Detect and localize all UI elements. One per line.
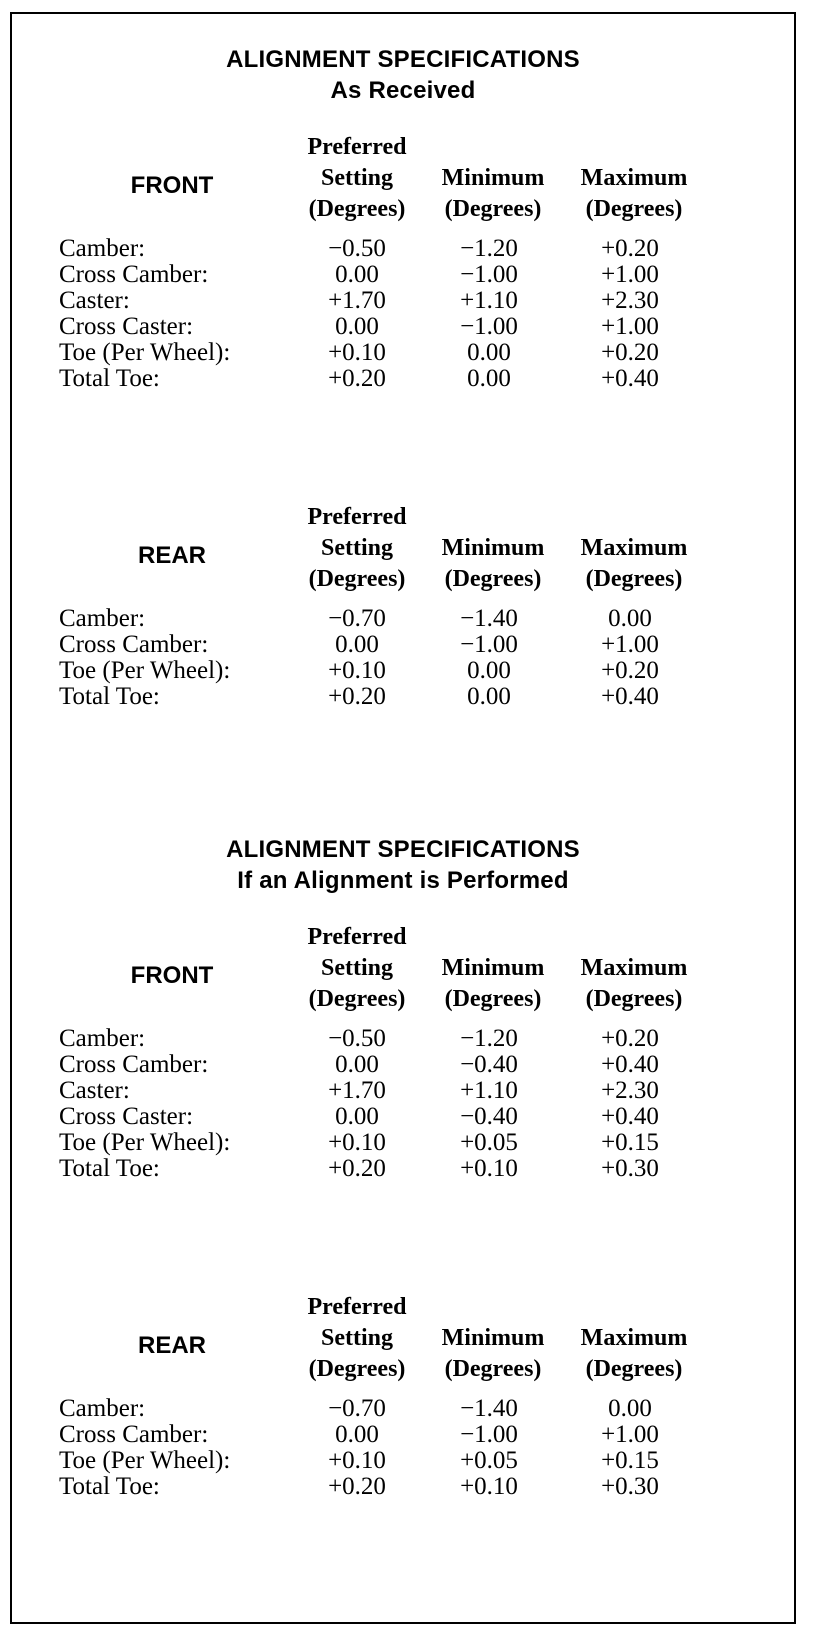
maximum-value: +1.00 — [601, 631, 659, 658]
maximum-value: +0.20 — [601, 1025, 659, 1052]
preferred-value: +0.20 — [328, 365, 386, 392]
table-row — [12, 314, 794, 340]
minimum-value: −0.40 — [460, 1103, 518, 1130]
minimum-value: 0.00 — [467, 365, 511, 392]
table-1-subtitle: As Received — [330, 77, 476, 104]
header-line: (Degrees) — [585, 566, 683, 592]
minimum-value: +1.10 — [460, 287, 518, 314]
table-row — [12, 606, 794, 632]
preferred-value: 0.00 — [335, 313, 379, 340]
maximum-value: 0.00 — [608, 605, 652, 632]
preferred-value: +0.10 — [328, 1447, 386, 1474]
preferred-value: +0.20 — [328, 1155, 386, 1182]
table-1-title: ALIGNMENT SPECIFICATIONS — [226, 46, 580, 73]
maximum-value: +0.40 — [601, 1103, 659, 1130]
row-label: Cross Camber: — [59, 1421, 209, 1448]
header-preferred — [287, 922, 427, 1015]
header-line: (Degrees) — [444, 1356, 542, 1382]
header-line: (Degrees) — [308, 1356, 406, 1382]
table-row — [12, 288, 794, 314]
minimum-value: −1.20 — [460, 1025, 518, 1052]
header-line: (Degrees) — [585, 196, 683, 222]
preferred-value: +0.10 — [328, 657, 386, 684]
header-line: Minimum — [441, 1325, 545, 1351]
minimum-value: 0.00 — [467, 683, 511, 710]
maximum-value: 0.00 — [608, 1395, 652, 1422]
header-line: Maximum — [580, 165, 688, 191]
row-label: Toe (Per Wheel): — [59, 1129, 231, 1156]
header-minimum — [423, 1323, 563, 1385]
table-2-subtitle: If an Alignment is Performed — [237, 867, 569, 894]
header-line: Maximum — [580, 1325, 688, 1351]
preferred-value: +0.20 — [328, 1473, 386, 1500]
section — [12, 502, 794, 802]
header-line: Setting — [321, 535, 393, 561]
maximum-value: +2.30 — [601, 287, 659, 314]
preferred-value: −0.70 — [328, 605, 386, 632]
table-row — [12, 262, 794, 288]
header-line: (Degrees) — [444, 986, 542, 1012]
header-minimum — [423, 953, 563, 1015]
table-row — [12, 236, 794, 262]
maximum-value: +0.40 — [601, 365, 659, 392]
row-label: Cross Caster: — [59, 313, 194, 340]
section-label: FRONT — [130, 172, 214, 199]
preferred-value: 0.00 — [335, 1051, 379, 1078]
row-label: Caster: — [59, 287, 130, 314]
minimum-value: −1.00 — [460, 313, 518, 340]
maximum-value: +0.20 — [601, 235, 659, 262]
header-line: Maximum — [580, 535, 688, 561]
table-row — [12, 366, 794, 392]
header-line: Preferred — [307, 924, 407, 950]
minimum-value: +0.10 — [460, 1473, 518, 1500]
row-label: Total Toe: — [59, 683, 160, 710]
spec-sheet — [10, 12, 796, 1624]
row-label: Cross Camber: — [59, 631, 209, 658]
preferred-value: +0.10 — [328, 339, 386, 366]
section — [12, 922, 794, 1222]
table-row — [12, 658, 794, 684]
row-label: Toe (Per Wheel): — [59, 339, 231, 366]
header-line: Preferred — [307, 504, 407, 530]
header-line: (Degrees) — [585, 986, 683, 1012]
table-row — [12, 1396, 794, 1422]
table-row — [12, 1130, 794, 1156]
header-line: Setting — [321, 165, 393, 191]
table-row — [12, 340, 794, 366]
table-row — [12, 1474, 794, 1500]
preferred-value: −0.50 — [328, 235, 386, 262]
table-row — [12, 1026, 794, 1052]
header-line: (Degrees) — [444, 196, 542, 222]
row-label: Cross Camber: — [59, 261, 209, 288]
maximum-value: +0.40 — [601, 1051, 659, 1078]
minimum-value: −1.40 — [460, 1395, 518, 1422]
section-label: REAR — [137, 1332, 206, 1359]
minimum-value: 0.00 — [467, 657, 511, 684]
preferred-value: −0.50 — [328, 1025, 386, 1052]
minimum-value: +0.05 — [460, 1129, 518, 1156]
row-label: Camber: — [59, 235, 146, 262]
table-row — [12, 1448, 794, 1474]
header-line: Minimum — [441, 535, 545, 561]
header-line: Minimum — [441, 165, 545, 191]
maximum-value: +0.20 — [601, 339, 659, 366]
preferred-value: +1.70 — [328, 287, 386, 314]
preferred-value: +0.20 — [328, 683, 386, 710]
preferred-value: 0.00 — [335, 261, 379, 288]
table-row — [12, 1078, 794, 1104]
row-label: Total Toe: — [59, 1473, 160, 1500]
row-label: Toe (Per Wheel): — [59, 657, 231, 684]
minimum-value: +0.10 — [460, 1155, 518, 1182]
header-minimum — [423, 533, 563, 595]
header-preferred — [287, 502, 427, 595]
spec-rows — [12, 606, 794, 710]
minimum-value: −0.40 — [460, 1051, 518, 1078]
row-label: Cross Camber: — [59, 1051, 209, 1078]
header-maximum — [564, 953, 704, 1015]
header-line: (Degrees) — [308, 986, 406, 1012]
row-label: Toe (Per Wheel): — [59, 1447, 231, 1474]
maximum-value: +0.20 — [601, 657, 659, 684]
maximum-value: +1.00 — [601, 1421, 659, 1448]
minimum-value: −1.20 — [460, 235, 518, 262]
section — [12, 1292, 794, 1592]
row-label: Total Toe: — [59, 1155, 160, 1182]
table-row — [12, 1052, 794, 1078]
minimum-value: +1.10 — [460, 1077, 518, 1104]
minimum-value: −1.00 — [460, 631, 518, 658]
header-line: Setting — [321, 955, 393, 981]
minimum-value: −1.00 — [460, 261, 518, 288]
table-row — [12, 632, 794, 658]
preferred-value: 0.00 — [335, 631, 379, 658]
row-label: Caster: — [59, 1077, 130, 1104]
minimum-value: −1.00 — [460, 1421, 518, 1448]
section — [12, 132, 794, 432]
row-label: Cross Caster: — [59, 1103, 194, 1130]
preferred-value: +1.70 — [328, 1077, 386, 1104]
spec-rows — [12, 236, 794, 392]
spec-rows — [12, 1026, 794, 1182]
maximum-value: +2.30 — [601, 1077, 659, 1104]
header-preferred — [287, 132, 427, 225]
header-maximum — [564, 163, 704, 225]
header-maximum — [564, 1323, 704, 1385]
table-2-title: ALIGNMENT SPECIFICATIONS — [226, 836, 580, 863]
section-label: REAR — [137, 542, 206, 569]
header-line: Preferred — [307, 134, 407, 160]
header-maximum — [564, 533, 704, 595]
maximum-value: +0.15 — [601, 1447, 659, 1474]
minimum-value: −1.40 — [460, 605, 518, 632]
header-line: Maximum — [580, 955, 688, 981]
maximum-value: +0.15 — [601, 1129, 659, 1156]
minimum-value: 0.00 — [467, 339, 511, 366]
maximum-value: +0.30 — [601, 1155, 659, 1182]
header-line: Preferred — [307, 1294, 407, 1320]
row-label: Camber: — [59, 1395, 146, 1422]
header-line: (Degrees) — [308, 566, 406, 592]
row-label: Camber: — [59, 605, 146, 632]
table-row — [12, 1422, 794, 1448]
maximum-value: +0.40 — [601, 683, 659, 710]
header-minimum — [423, 163, 563, 225]
header-line: (Degrees) — [585, 1356, 683, 1382]
table-row — [12, 1156, 794, 1182]
table-row — [12, 684, 794, 710]
header-line: Setting — [321, 1325, 393, 1351]
maximum-value: +0.30 — [601, 1473, 659, 1500]
spec-rows — [12, 1396, 794, 1500]
preferred-value: 0.00 — [335, 1103, 379, 1130]
row-label: Total Toe: — [59, 365, 160, 392]
header-line: (Degrees) — [444, 566, 542, 592]
header-line: Minimum — [441, 955, 545, 981]
header-line: (Degrees) — [308, 196, 406, 222]
preferred-value: 0.00 — [335, 1421, 379, 1448]
preferred-value: +0.10 — [328, 1129, 386, 1156]
maximum-value: +1.00 — [601, 261, 659, 288]
section-label: FRONT — [130, 962, 214, 989]
minimum-value: +0.05 — [460, 1447, 518, 1474]
row-label: Camber: — [59, 1025, 146, 1052]
preferred-value: −0.70 — [328, 1395, 386, 1422]
maximum-value: +1.00 — [601, 313, 659, 340]
table-row — [12, 1104, 794, 1130]
header-preferred — [287, 1292, 427, 1385]
